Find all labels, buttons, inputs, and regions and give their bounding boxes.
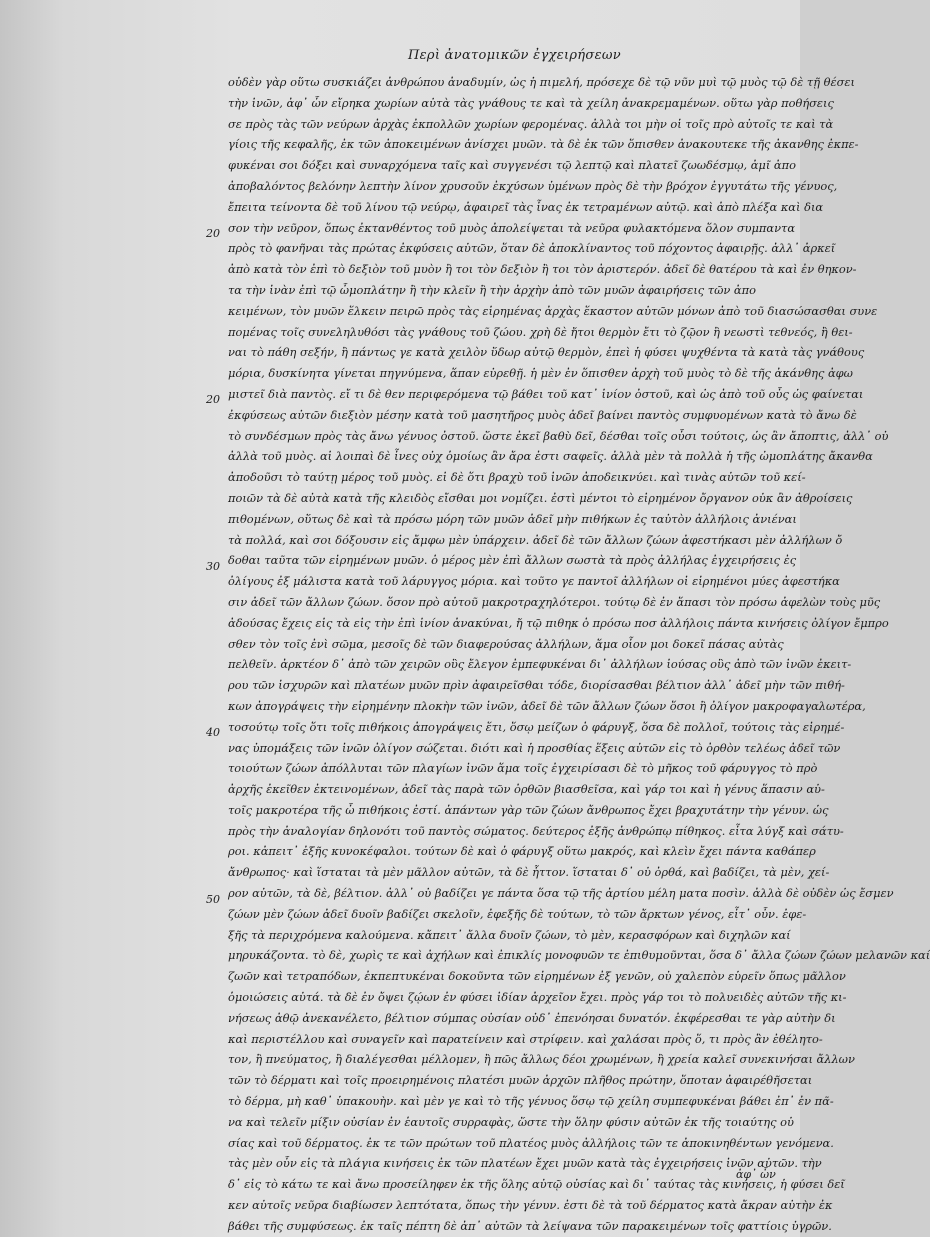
- text-line: ναι τὸ πάθη σεξήν, ἢ πάντως γε κατὰ χειλὸν ὕδωρ αὐτῷ θερμὸν, ἐπεὶ ἡ φύσει ψυχθέντα τὰ κατὰ τὰς γνάθους: [228, 345, 865, 360]
- text-line: ὀλίγους ἐξ μάλιστα κατὰ τοῦ λάρυγγος μόρια. καὶ τοῦτο γε παντοῖ ἀλλήλων οἱ εἰρημένοι μύες ἀφεστήκα: [228, 574, 840, 589]
- text-line: πρὸς τὸ φανῆναι τὰς πρώτας ἐκφύσεις αὐτῶν, ὅταν δὲ ἀποκλίναντος τοῦ πόχοντος ἀφαιρῇς. ἀλλ᾽ ἀρκεῖ: [228, 241, 836, 256]
- text-line: κεν αὐτοῖς νεῦρα διαβίωσεν λεπτότατα, ὅπως τὴν γένυν. ἐστι δὲ τὰ τοῦ δέρματος κατὰ ἄκραν αὐτὴν ἐκ: [228, 1198, 833, 1213]
- text-line: τὰς μὲν οὖν εἰς τὰ πλάγια κινήσεις ἐκ τῶν πλατέων ἔχει μυῶν κατὰ τὰς ἐγχειρήσεις ἰνῶν αὐτῶν. τὴν: [228, 1156, 822, 1171]
- text-line: νήσεως ἀθῷ ἀνεκανέλετο, βέλτιον σύμπας οὐσίαν οὐδ᾽ ἐπενόησαι δυνατόν. ἐκφέρεσθαι τε γὰρ αὐτὴν δι: [228, 1010, 836, 1025]
- text-line: νας ὑπομάξεις τῶν ἰνῶν ὀλίγον σώζεται. διότι καὶ ἡ προσθίας ἕξεις αὐτῶν εἰς τὸ ὀρθὸν τελέως ἀδεῖ τῶν: [228, 740, 841, 755]
- text-line: ροι. κἀπειτ᾽ ἐξῆς κυνοκέφαλοι. τούτων δὲ καὶ ὁ φάρυγξ οὕτω μακρός, καὶ κλεὶν ἔχει πάντα καθάπερ: [228, 844, 816, 859]
- text-line: ἀποδοῦσι τὸ ταύτῃ μέρος τοῦ μυὸς. εἰ δὲ ὅτι βραχὺ τοῦ ἰνῶν ἀποδεικνύει. καὶ τινὰς αὐτῶν τοῦ κεί-: [228, 470, 806, 485]
- running-header: Περὶ ἀνατομικῶν ἐγχειρήσεων: [408, 48, 621, 63]
- text-line: ἀπὸ κατὰ τὸν ἐπὶ τὸ δεξιὸν τοῦ μυὸν ἢ τοι τὸν δεξιὸν ἢ τοι τὸν ἀριστερόν. ἀδεῖ δὲ θατέρου τὰ καὶ ἐν θηκον-: [228, 262, 857, 277]
- text-line: να καὶ τελεῖν μίξιν οὐσίαν ἐν ἑαυτοῖς συρραφὰς, ὥστε τὴν ὅλην φύσιν αὐτῶν ἐκ τῆς τοιαύτης οὐ: [228, 1114, 794, 1129]
- margin-line-number: 20: [206, 227, 220, 240]
- margin-line-number: 30: [206, 560, 220, 573]
- text-line: ἔπειτα τείνοντα δὲ τοῦ λίνου τῷ νεύρῳ, ἀφαιρεῖ τὰς ἶνας ἐκ τετραμένων αὐτῷ. καὶ ἀπὸ πλέξα καὶ δια: [228, 199, 824, 214]
- text-line: τοῖς μακροτέρα τῆς ὦ πιθήκοις ἐστί. ἁπάντων γὰρ τῶν ζώων ἄνθρωπος ἔχει βραχυτάτην τὴν γένυν. ὡς: [228, 802, 829, 817]
- text-line: γίοις τῆς κεφαλῆς, ἐκ τῶν ἀποκειμένων ἀνίσχει μυῶν. τὰ δὲ ἐκ τῶν ὅπισθεν ἀνακουτεκε τῆς ἀκανθης ἐκπε-: [228, 137, 859, 152]
- margin-line-number: 20: [206, 393, 220, 406]
- text-line: ρου τῶν ἰσχυρῶν καὶ πλατέων μυῶν πρὶν ἀφαιρεῖσθαι τόδε, διορίσασθαι βέλτιον ἀλλ᾽ ἀδεῖ μὴν τῶν πιθή-: [228, 678, 845, 693]
- text-line: ρον αὐτῶν, τὰ δὲ, βέλτιον. ἀλλ᾽ οὐ βαδίζει γε πάντα ὅσα τῷ τῆς ἀρτίου μέλη ματα ποσὶν. ἀλλὰ δὲ οὐδὲν ὡς ἔσμεν: [228, 886, 894, 901]
- text-line: πελθεῖν. ἀρκτέον δ᾽ ἀπὸ τῶν χειρῶν οὓς ἔλεγον ἐμπεφυκέναι δι᾽ ἀλλήλων ἰούσας οὓς ἀπὸ τῶν ἰνῶν ἐκειτ-: [228, 657, 852, 672]
- text-line: ἀρχῆς ἐκεῖθεν ἐκτεινομένων, ἀδεῖ τὰς παρὰ τῶν ὀρθῶν βιασθεῖσα, καὶ γάρ τοι καὶ ἡ γένυς ἅπασιν αὐ-: [228, 782, 825, 797]
- text-line: καὶ περιστέλλου καὶ συναγεῖν καὶ παρατείνειν καὶ στρίφειν. καὶ χαλάσαι πρὸς ὅ, τι πρὸς ἂν ἐθέλητο-: [228, 1031, 823, 1046]
- text-line: δοθαι ταῦτα τῶν εἰρημένων μυῶν. ὁ μέρος μὲν ἐπὶ ἄλλων σωστὰ τὰ πρὸς ἀλλήλας ἐγχειρήσεις ἐς: [228, 553, 797, 568]
- text-line: ποιῶν τὰ δὲ αὐτὰ κατὰ τῆς κλειδὸς εἴσθαι μοι νομίζει. ἐστὶ μέντοι τὸ εἰρημένον ὄργανον οὐκ ἂν ἀθροίσεις: [228, 490, 853, 505]
- text-line: τὸ συνδέσμων πρὸς τὰς ἄνω γένυος ὀστοῦ. ὥστε ἐκεῖ βαθὺ δεῖ, δέσθαι τοῖς οὖσι τούτοις, ὡς ἂν ἄποπτις, ἀλλ᾽ οὐ: [228, 428, 889, 443]
- text-line: ξῆς τὰ περιχρόμενα καλούμενα. κἄπειτ᾽ ἄλλα δυοῖν ζώων, τὸ μὲν, κερασφόρων καὶ διχηλῶν καί: [228, 927, 791, 942]
- text-line: δ᾽ εἰς τὸ κάτω τε καὶ ἄνω προσείληφεν ἐκ τῆς ὅλης αὐτῷ οὐσίας καὶ δι᾽ ταύτας τὰς κινήσεις, ἡ φύσει δεῖ: [228, 1177, 845, 1192]
- body-text-block: [228, 72, 930, 1237]
- text-line: σε πρὸς τὰς τῶν νεύρων ἀρχὰς ἐκπολλῶν χωρίων φερομένας. ἀλλὰ τοι μὴν οἱ τοῖς πρὸ αὐτοῖς τε καὶ τὰ: [228, 116, 834, 131]
- text-line: ζώων μὲν ζώων ἀδεῖ δυοῖν βαδίζει σκελοῖν, ἐφεξῆς δὲ τούτων, τὸ τῶν ἄρκτων γένος, εἶτ᾽ οὖν. ἐφε-: [228, 906, 807, 921]
- text-line: ζωῶν καὶ τετραπόδων, ἐκπεπτυκέναι δοκοῦντα τῶν εἰρημένων ἐξ γενῶν, οὐ χαλεπὸν εὑρεῖν ὅπως μᾶλλον: [228, 969, 846, 984]
- text-line: πομένας τοῖς συνεληλυθόσι τὰς γνάθους τοῦ ζώου. χρὴ δὲ ἤτοι θερμὸν ἔτι τὸ ζῷον ἢ νεωστὶ τεθνεός, ἢ θει-: [228, 324, 853, 339]
- catchword: ἀφ᾽ ὧν: [736, 1168, 776, 1181]
- text-line: τοιούτων ζώων ἀπόλλυται τῶν πλαγίων ἰνῶν ἅμα τοῖς ἐγχειρίσασι δὲ τὸ μῆκος τοῦ φάρυγγος τὸ πρὸ: [228, 761, 818, 776]
- text-line: ὁμοιώσεις αὐτά. τὰ δὲ ἐν ὄψει ζῴων ἐν φύσει ἰδίαν ἀρχεῖον ἔχει. πρὸς γάρ τοι τὸ πολυειδὲς αὐτῶν τῆς κι-: [228, 990, 847, 1005]
- text-line: πιθομένων, οὕτως δὲ καὶ τὰ πρόσω μόρη τῶν μυῶν ἀδεῖ μὴν πιθήκων ἐς ταὐτὸν ἀλλήλοις ἀνιέναι: [228, 511, 797, 526]
- text-line: ἀδούσας ἔχεις εἰς τὰ εἰς τὴν ἐπὶ ἰνίον ἀνακύναι, ἤ τῷ πιθηκ ὁ πρόσω ποσ ἀλλήλοις πάντα κινήσεις ὀλίγον ἔμπρο: [228, 615, 889, 630]
- text-line: ἀποβαλόντος βελόνην λεπτὴν λίνον χρυσοῦν ἐκχύσων ὑμένων πρὸς δὲ τὴν βρόχον ἐγγυτάτω τῆς γένυος,: [228, 178, 838, 193]
- text-line: φυκέναι σοι δόξει καὶ συναρχόμενα ταῖς καὶ συγγενέσι τῷ λεπτῷ καὶ πλατεῖ ζωωδέσμῳ, ἀμῖ ἀπο: [228, 158, 796, 173]
- text-line: οὐδὲν γὰρ οὕτω συσκιάζει ἀνθρώπου ἀναδυμίν, ὡς ἡ πιμελή, πρόσεχε δὲ τῷ νῦν μυὶ τῷ μυὸς τῷ δὲ τῇ θέσει: [228, 75, 855, 89]
- text-line: μηρυκάζοντα. τὸ δὲ, χωρὶς τε καὶ ἀχήλων καὶ ἐπικλίς μονοφυῶν τε ἐπιθυμοῦνται, ὅσα δ᾽ ἄλλα ζώων ζώων μελανῶν καί: [228, 948, 930, 963]
- text-line: πρὸς τὴν ἀναλογίαν δηλονότι τοῦ παντὸς σώματος. δεύτερος ἐξῆς ἀνθρώπῳ πίθηκος. εἶτα λύγξ καὶ σάτυ-: [228, 823, 844, 838]
- text-line: σον τὴν νεῦρον, ὅπως ἐκτανθέντος τοῦ μυὸς ἀπολείψεται τὰ νεῦρα φυλακτόμενα ὅλον συμπαντα: [228, 220, 796, 235]
- text-line: ἀλλὰ τοῦ μυὸς. αἱ λοιπαὶ δὲ ἶνες οὐχ ὁμοίως ἂν ἄρα ἐστι σαφεῖς. ἀλλὰ μὲν τὰ πολλὰ ἡ τῆς ὠμοπλάτης ἄκανθα: [228, 449, 873, 464]
- text-line: τὰ πολλά, καὶ σοι δόξουσιν εἰς ἄμφω μὲν ὑπάρχειν. ἀδεῖ δὲ τῶν ἄλλων ζώων ἀφεστήκασι μὲν ἀλλήλων ὄ: [228, 532, 843, 547]
- text-line: μόρια, δυσκίνητα γίνεται πηγνύμενα, ἅπαν εὑρεθῇ. ἡ μὲν ἐν ὅπισθεν ἀρχὴ τοῦ μυὸς τὸ δὲ τῆς ἀκάνθης ἀφω: [228, 366, 853, 381]
- text-line: κων ἀπογράψεις τὴν εἰρημένην πλοκὴν τῶν ἰνῶν, ἀδεῖ δὲ τῶν ἄλλων ζώων ὅσοι ἢ ὀλίγον μακροφαγαλωτέρα,: [228, 698, 866, 713]
- text-line: τὴν ἰνῶν, ἀφ᾽ ὧν εἴρηκα χωρίων αὐτὰ τὰς γνάθους τε καὶ τὰ χείλη ἀνακρεμαμένων. οὕτω γὰρ ποθήσεις: [228, 95, 834, 110]
- margin-line-number: 40: [206, 726, 220, 739]
- margin-line-number: 50: [206, 893, 220, 906]
- text-line: τοσούτῳ τοῖς ὅτι τοῖς πιθήκοις ἀπογράψεις ἕτι, ὅσῳ μείζων ὁ φάρυγξ, ὅσα δὲ πολλοῖ, τούτοις τὰς εἰρημέ-: [228, 719, 845, 734]
- text-line: σίας καὶ τοῦ δέρματος. ἐκ τε τῶν πρώτων τοῦ πλατέος μυὸς ἀλλήλοις τῶν τε ἀποκινηθέντων γενόμενα.: [228, 1135, 834, 1150]
- text-line: κειμένων, τὸν μυῶν ἕλκειν πειρῶ πρὸς τὰς εἰρημένας ἀρχὰς ἕκαστον αὐτῶν μόνων ἀπὸ τοῦ διασώσασθαι συνε: [228, 303, 878, 318]
- text-line: σθεν τὸν τοῖς ἐνὶ σῶμα, μεσοῖς δὲ τῶν διαφερούσας ἀλλήλων, ἅμα οἷον μοι δοκεῖ πάσας αὐτὰς: [228, 636, 784, 651]
- text-line: τῶν τὸ δέρματι καὶ τοῖς προειρημένοις πλατέσι μυῶν ἀρχῶν πλῆθος πρώτην, ὅποταν ἀφαιρέθῆσεται: [228, 1073, 813, 1088]
- text-line: τα τὴν ἰνὰν ἐπὶ τῷ ὦμοπλάτην ἢ τὴν κλεῖν ἢ τὴν ἀρχὴν ἀπὸ τῶν μυῶν ἀφαιρήσεις τῶν ἀπο: [228, 282, 756, 297]
- text-line: τον, ἢ πνεύματος, ἢ διαλέγεσθαι μέλλομεν, ἢ πῶς ἄλλως δέοι χρωμένων, ἢ χρεία καλεῖ συνεκινήσαι ἄλλων: [228, 1052, 855, 1067]
- text-line: βάθει τῆς συμφύσεως. ἐκ ταῖς πέπτη δὲ ἀπ᾽ αὐτῶν τὰ λείψανα τῶν παρακειμένων τοῖς φαττίοις ὑγρῶν.: [228, 1218, 832, 1233]
- text-line: ἐκφύσεως αὐτῶν διεξιὸν μέσην κατὰ τοῦ μασητῆρος μυὸς ἀδεῖ βαίνει παντὸς συμφυομένων κατὰ τὸ ἄνω δὲ: [228, 407, 857, 422]
- text-line: τὸ δέρμα, μὴ καθ᾽ ὑπακουὴν. καὶ μὲν γε καὶ τὸ τῆς γένυος ὅσῳ τῷ χείλη συμπεφυκέναι βάθει ἐπ᾽ ἐν πᾶ-: [228, 1094, 834, 1109]
- text-line: ἄνθρωπος· καὶ ἵσταται τὰ μὲν μᾶλλον αὐτῶν, τὰ δὲ ἧττον. ἵσταται δ᾽ οὐ ὀρθά, καὶ βαδίζει, τὰ μὲν, χεί-: [228, 865, 830, 880]
- text-line: σιν ἀδεῖ τῶν ἄλλων ζώων. ὅσον πρὸ αὐτοῦ μακροτραχηλότεροι. τούτῳ δὲ ἐν ἅπασι τὸν πρόσω ἀφελὼν τοὺς μῦς: [228, 594, 881, 609]
- text-line: μιστεῖ διὰ παντὸς. εἴ τι δὲ θεν περιφερόμενα τῷ βάθει τοῦ κατ᾽ ἰνίον ὀστοῦ, καὶ ὡς ἀπὸ τοῦ οὖς ὡς φαίνεται: [228, 386, 864, 401]
